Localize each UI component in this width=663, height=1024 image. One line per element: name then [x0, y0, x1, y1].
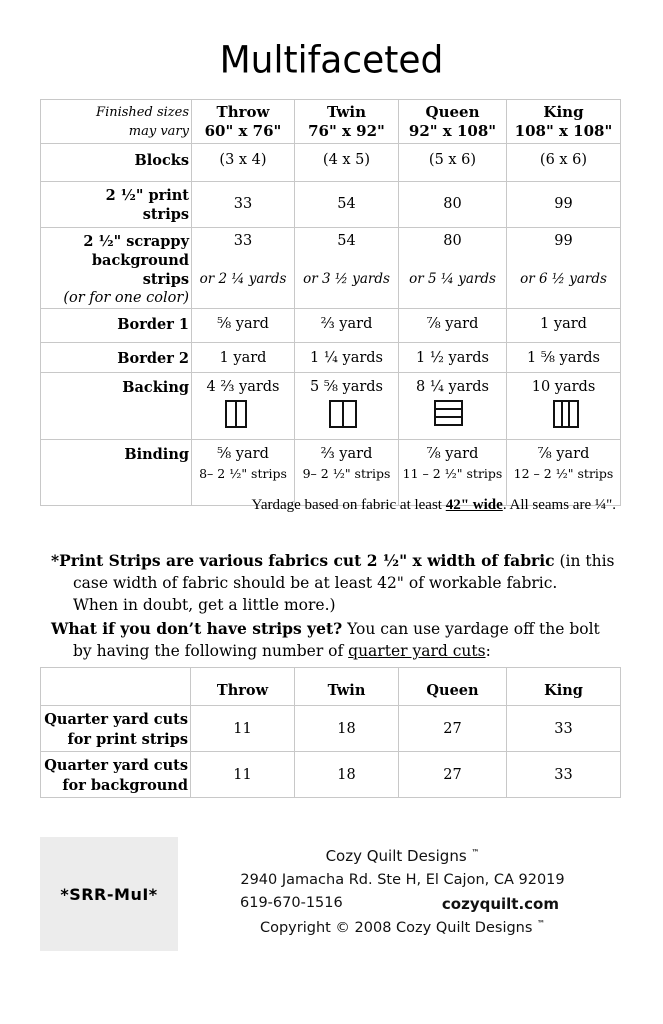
copyright-text: Copyright © 2008 Cozy Quilt Designs: [259, 919, 533, 936]
phone-number: 619-670-1516: [240, 895, 343, 911]
row-label: [41, 228, 192, 309]
size-dims: 92" x 108": [408, 122, 497, 140]
binding-strips: 11 – 2 ½" strips: [402, 466, 503, 481]
address: 2940 Jamacha Rd. Ste H, El Cajon, CA 92019: [240, 872, 565, 888]
yardage-note-text: . All seams are ¼".: [502, 497, 616, 513]
cell-value: 54: [295, 182, 399, 228]
column-header: Queen: [399, 668, 507, 706]
may-vary-label: may vary: [128, 124, 189, 139]
cell-value: [507, 373, 621, 440]
strip-count: 33: [233, 233, 253, 249]
row-label-line: Quarter yard cuts: [44, 756, 188, 774]
yardage-note-text: Yardage based on fabric at least: [251, 497, 446, 513]
quarter-yard-cuts-table: [40, 667, 621, 798]
blocks-row: [41, 144, 621, 182]
cell-value: 11: [191, 706, 295, 752]
cell-value: 33: [507, 706, 621, 752]
border1-row: [41, 309, 621, 343]
alt-yardage: or 5 ¼ yards: [409, 271, 496, 287]
strip-count: 80: [443, 233, 462, 249]
cell-value: [507, 228, 621, 309]
cell-value: (3 x 4): [192, 144, 295, 182]
contact-line: [240, 895, 565, 911]
column-header: King: [507, 668, 621, 706]
cell-value: ⅔ yard: [295, 309, 399, 343]
backing-yardage: 4 ⅔ yards: [206, 379, 280, 395]
footer: [240, 840, 565, 950]
quarter-yard-cuts-term: quarter yard cuts: [348, 642, 486, 660]
size-dims: 76" x 92": [308, 122, 385, 140]
sku-label: [40, 837, 178, 951]
strips-question-text: by having the following number of: [73, 642, 349, 660]
alt-yardage: or 3 ½ yards: [303, 271, 390, 287]
row-label-line: strips: [142, 206, 189, 223]
row-label-line: for print strips: [67, 730, 188, 748]
cell-value: 1 yard: [192, 343, 295, 373]
row-label: Backing: [41, 373, 192, 440]
strip-count: 99: [554, 233, 573, 249]
column-header: Twin: [295, 668, 399, 706]
size-name: King: [543, 103, 584, 121]
row-label: [41, 752, 191, 798]
sku-code: *SRR-MuI*: [60, 884, 158, 904]
cuts-header-row: [41, 668, 621, 706]
cuts-print-strips-row: [41, 706, 621, 752]
company-name-line: [240, 847, 565, 865]
copyright-line: [240, 919, 565, 936]
row-label-line: 2 ½" scrappy: [83, 233, 189, 250]
row-label-line: (or for one color): [63, 290, 189, 306]
binding-yardage: ⅞ yard: [537, 446, 590, 462]
row-label: Blocks: [41, 144, 192, 182]
cell-value: 99: [507, 182, 621, 228]
strips-question-text: You can use yardage off the bolt: [342, 620, 600, 638]
cell-value: [295, 228, 399, 309]
row-label: Border 1: [41, 309, 192, 343]
alt-yardage: or 6 ½ yards: [520, 271, 607, 287]
trademark-symbol: ™: [471, 848, 480, 857]
row-label: [41, 182, 192, 228]
cell-value: 1 ⅝ yards: [507, 343, 621, 373]
cell-value: [192, 440, 295, 506]
row-label-line: for background: [62, 776, 188, 794]
cell-value: 27: [399, 752, 507, 798]
cell-value: 18: [295, 752, 399, 798]
cell-value: [399, 228, 507, 309]
three-vertical-panels-icon: [553, 400, 579, 428]
column-header: Throw: [191, 668, 295, 706]
print-strips-note-text: (in this: [554, 552, 615, 570]
backing-row: [41, 373, 621, 440]
row-label-line: background strips: [91, 252, 189, 288]
header-label-cell: [41, 100, 192, 144]
print-strips-note-text: case width of fabric should be at least 42" of workable fabric.: [73, 574, 558, 592]
cell-value: (5 x 6): [399, 144, 507, 182]
print-strips-note-bold: *Print Strips are various fabrics cut 2 ½" x width of fabric: [51, 551, 555, 570]
binding-strips: 9– 2 ½" strips: [302, 466, 391, 481]
cuts-background-row: [41, 752, 621, 798]
two-vertical-panels-icon: [225, 400, 247, 428]
website-link[interactable]: cozyquilt.com: [441, 895, 559, 913]
cell-value: 11: [191, 752, 295, 798]
strips-question-text: :: [485, 642, 491, 660]
yardage-note: [251, 497, 616, 514]
trademark-symbol: ™: [537, 919, 546, 928]
backing-yardage: 8 ¼ yards: [416, 379, 489, 395]
backing-yardage: 10 yards: [531, 379, 596, 395]
alt-yardage: or 2 ¼ yards: [199, 271, 287, 287]
cell-value: 33: [507, 752, 621, 798]
strips-question-bold: What if you don’t have strips yet?: [51, 619, 343, 638]
strip-count: 54: [337, 233, 356, 249]
yardage-note-emphasis: 42" wide: [445, 497, 503, 513]
cell-value: [399, 373, 507, 440]
backing-yardage: 5 ⅝ yards: [310, 379, 383, 395]
row-label: Binding: [41, 440, 192, 506]
size-header-throw: [192, 100, 295, 144]
border2-row: [41, 343, 621, 373]
size-name: Throw: [216, 103, 270, 121]
cell-value: [192, 228, 295, 309]
size-header-queen: [399, 100, 507, 144]
binding-yardage: ⅞ yard: [426, 446, 479, 462]
cell-value: [507, 440, 621, 506]
cell-value: 80: [399, 182, 507, 228]
pattern-title: Multifaceted: [219, 38, 444, 83]
size-name: Queen: [425, 103, 480, 121]
size-name: Twin: [326, 103, 367, 121]
cell-value: (6 x 6): [507, 144, 621, 182]
binding-strips: 12 – 2 ½" strips: [513, 466, 614, 481]
cell-value: [192, 373, 295, 440]
cell-value: ⅝ yard: [192, 309, 295, 343]
print-strips-note: [51, 550, 631, 616]
size-dims: 60" x 76": [204, 122, 282, 140]
cell-value: [399, 440, 507, 506]
size-dims: 108" x 108": [514, 122, 613, 140]
size-header-king: [507, 100, 621, 144]
three-horizontal-panels-icon: [434, 400, 463, 426]
cell-value: [295, 440, 399, 506]
binding-strips: 8– 2 ½" strips: [199, 466, 287, 481]
cell-value: 1 ¼ yards: [295, 343, 399, 373]
row-label-line: 2 ½" print: [105, 187, 189, 204]
row-label: Border 2: [41, 343, 192, 373]
cell-value: 27: [399, 706, 507, 752]
cell-value: 1 ½ yards: [399, 343, 507, 373]
sizes-header-row: [41, 100, 621, 144]
cell-value: 18: [295, 706, 399, 752]
fabric-requirements-table: [40, 99, 621, 506]
finished-sizes-label: Finished sizes: [96, 105, 189, 120]
two-vertical-panels-icon: [329, 400, 357, 428]
binding-yardage: ⅔ yard: [320, 446, 373, 462]
cell-value: (4 x 5): [295, 144, 399, 182]
cell-value: 1 yard: [507, 309, 621, 343]
row-label: [41, 706, 191, 752]
strips-question: [51, 618, 631, 662]
cell-value: ⅞ yard: [399, 309, 507, 343]
cell-value: [295, 373, 399, 440]
print-strips-row: [41, 182, 621, 228]
row-label-line: Quarter yard cuts: [44, 710, 188, 728]
binding-yardage: ⅝ yard: [217, 446, 269, 462]
cell-value: 33: [192, 182, 295, 228]
empty-header-cell: [41, 668, 191, 706]
print-strips-note-text: When in doubt, get a little more.): [73, 596, 336, 614]
background-strips-row: [41, 228, 621, 309]
binding-row: [41, 440, 621, 506]
size-header-twin: [295, 100, 399, 144]
company-name: Cozy Quilt Designs: [325, 847, 467, 865]
